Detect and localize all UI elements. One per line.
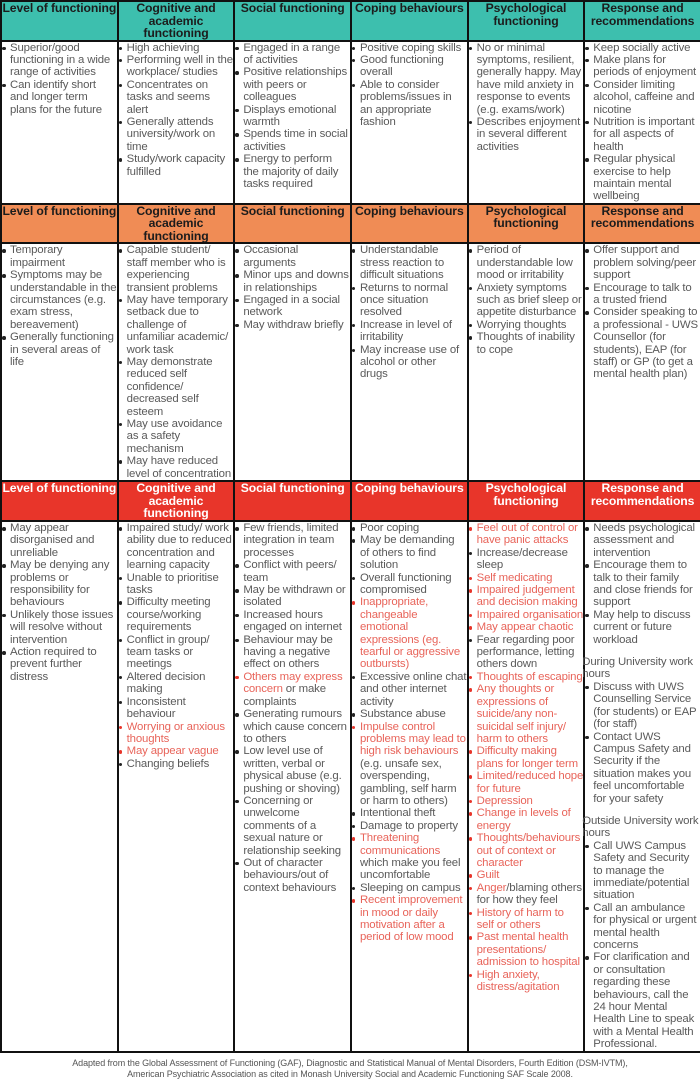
content-row-teal bbox=[1, 41, 700, 204]
list-item: Concentrates on tasks and seems alert bbox=[119, 79, 234, 116]
list-item: Limited/reduced hope for future bbox=[469, 770, 584, 795]
list-item: Describes enjoyment in several different activities bbox=[469, 116, 584, 153]
list-item: Anxiety symptoms such as brief sleep or appetite disturbance bbox=[469, 282, 584, 319]
highlight-text: Anger bbox=[476, 881, 507, 894]
header-response: Response and recommendations bbox=[584, 481, 700, 521]
list-item: Engaged in a social network bbox=[235, 294, 350, 319]
list-item: Concerning or unwelcome comments of a sexual nature or relationship seeking bbox=[235, 795, 350, 857]
list-item: Out of character behaviours/out of context behaviours bbox=[235, 857, 350, 894]
list-item: Any thoughts or expressions of suicide/any non-suicidal self injury/ harm to others bbox=[469, 683, 584, 745]
list-item: Worrying thoughts bbox=[469, 319, 584, 331]
list-item: Call an ambulance for physical or urgent mental health concerns bbox=[585, 902, 700, 952]
list-item: Low level use of written, verbal or physical abuse (e.g. pushing or shoving) bbox=[235, 745, 350, 795]
list-item: Occasional arguments bbox=[235, 244, 350, 269]
plain-text: or make complaints bbox=[243, 683, 326, 708]
list-item: Increased hours engaged on internet bbox=[235, 609, 350, 634]
list-item: Conflict in group/ team tasks or meetings bbox=[119, 634, 234, 671]
cell-red-response bbox=[584, 521, 700, 1052]
list-item: Inappropriate, changeable emotional expressions (eg. tearful or aggressive outbursts) bbox=[352, 596, 467, 670]
list-item: May appear vague bbox=[119, 745, 234, 757]
plain-text: /blaming others for how they feel bbox=[476, 881, 582, 907]
list-item: Call UWS Campus Safety and Security to manage the immediate/potential situation bbox=[585, 840, 700, 902]
list-item: Overall functioning compromised bbox=[352, 572, 467, 597]
list-item: Consider limiting alcohol, caffeine and nicotine bbox=[585, 79, 700, 116]
list-item: Make plans for periods of enjoyment bbox=[585, 54, 700, 79]
header-coping: Coping behaviours bbox=[351, 481, 468, 521]
list-item: Excessive online chat and other internet activity bbox=[352, 671, 467, 708]
list-item: Action required to prevent further distress bbox=[2, 646, 117, 683]
list-item: Good functioning overall bbox=[352, 54, 467, 79]
list-item: Difficulty making plans for longer term bbox=[469, 745, 584, 770]
list-item: Minor ups and downs in relationships bbox=[235, 269, 350, 294]
list-item: Performing well in the workplace/ studies bbox=[119, 54, 234, 79]
list-item: Can identify short and longer term plans for the future bbox=[2, 79, 117, 116]
header-response: Response and recommendations bbox=[584, 204, 700, 244]
header-row-red bbox=[1, 481, 700, 521]
source-footnote bbox=[0, 1058, 700, 1080]
list-item bbox=[235, 671, 350, 708]
list-item: Damage to property bbox=[352, 820, 467, 832]
list-item: Guilt bbox=[469, 869, 584, 881]
cell-red-cognitive bbox=[118, 521, 235, 1052]
header-cognitive: Cognitive and academic functioning bbox=[118, 1, 235, 41]
list-item: Thoughts of escaping bbox=[469, 671, 584, 683]
list-item: Displays emotional warmth bbox=[235, 104, 350, 129]
list-item: Offer support and problem solving/peer support bbox=[585, 244, 700, 281]
list-item: Encourage them to talk to their family and close friends for support bbox=[585, 559, 700, 609]
list-item: Discuss with UWS Counselling Service (for students) or EAP (for staff) bbox=[585, 681, 700, 731]
list-item: Few friends, limited integration in team processes bbox=[235, 522, 350, 559]
list-item bbox=[352, 832, 467, 882]
list-item: Positive relationships with peers or colleagues bbox=[235, 66, 350, 103]
list-item: May help to discuss current or future workload bbox=[585, 609, 700, 646]
cell-orange-level bbox=[1, 243, 118, 481]
list-item: Period of understandable low mood or irritability bbox=[469, 244, 584, 281]
highlight-text: Others may express concern bbox=[243, 670, 343, 696]
header-level: Level of functioning bbox=[1, 1, 118, 41]
list-item: Consider speaking to a professional - UWS Counsellor (for students), EAP (for staff) or GP (to get a mental health plan) bbox=[585, 306, 700, 380]
list-item: Understandable stress reaction to difficult situations bbox=[352, 244, 467, 281]
list-item: Spends time in social activities bbox=[235, 128, 350, 153]
list-item: May appear chaotic bbox=[469, 621, 584, 633]
cell-orange-coping bbox=[351, 243, 468, 481]
header-level: Level of functioning bbox=[1, 481, 118, 521]
list-item: High anxiety, distress/agitation bbox=[469, 969, 584, 994]
outside-hours-label: Outside University work hours bbox=[582, 814, 699, 840]
list-item: Superior/good functioning in a wide range of activities bbox=[2, 42, 117, 79]
cell-red-social bbox=[234, 521, 351, 1052]
list-item: May have temporary setback due to challenge of unfamiliar academic/ work task bbox=[119, 294, 234, 356]
list-item: Past mental health presentations/ admission to hospital bbox=[469, 931, 584, 968]
list-item: Impaired organisation bbox=[469, 609, 584, 621]
cell-teal-psychological bbox=[468, 41, 585, 204]
list-item: Intentional theft bbox=[352, 807, 467, 819]
list-item: Encourage to talk to a trusted friend bbox=[585, 282, 700, 307]
cell-teal-coping bbox=[351, 41, 468, 204]
list-item: Contact UWS Campus Safety and Security if the situation makes you feel uncomfortable for your safety bbox=[585, 731, 700, 805]
list-item: Study/work capacity fulfilled bbox=[119, 153, 234, 178]
list-item: Poor coping bbox=[352, 522, 467, 534]
content-row-orange bbox=[1, 243, 700, 481]
list-item: Fear regarding poor performance, letting others down bbox=[469, 634, 584, 671]
list-item: May withdraw briefly bbox=[235, 319, 350, 331]
list-item: Engaged in a range of activities bbox=[235, 42, 350, 67]
cell-orange-social bbox=[234, 243, 351, 481]
list-item: Capable student/ staff member who is experiencing transient problems bbox=[119, 244, 234, 294]
list-item bbox=[469, 882, 584, 907]
cell-red-level bbox=[1, 521, 118, 1052]
highlight-text: Impulse control problems may lead to high risk behaviours bbox=[359, 720, 466, 758]
header-psychological: Psychological functioning bbox=[468, 1, 585, 41]
header-coping: Coping behaviours bbox=[351, 1, 468, 41]
header-cognitive: Cognitive and academic functioning bbox=[118, 481, 235, 521]
list-item: Sleeping on campus bbox=[352, 882, 467, 894]
highlight-text: Threatening communications bbox=[359, 832, 441, 857]
cell-red-psychological bbox=[468, 521, 585, 1052]
header-response: Response and recommendations bbox=[584, 1, 700, 41]
list-item: Depression bbox=[469, 795, 584, 807]
list-item: Generally functioning in several areas of life bbox=[2, 331, 117, 368]
list-item: Feel out of control or have panic attacks bbox=[469, 522, 584, 547]
list-item: Difficulty meeting course/working requirements bbox=[119, 596, 234, 633]
list-item: Energy to perform the majority of daily tasks required bbox=[235, 153, 350, 190]
list-item: Increase/decrease sleep bbox=[469, 547, 584, 572]
content-row-red bbox=[1, 521, 700, 1052]
list-item: Recent improvement in mood or daily motivation after a period of low mood bbox=[352, 894, 467, 944]
list-item: For clarification and or consultation regarding these behaviours, call the 24 hour Mental Health Line to speak with a Mental Health Professional. bbox=[585, 951, 700, 1050]
header-social: Social functioning bbox=[234, 204, 351, 244]
footnote-line-1: Adapted from the Global Assessment of Functioning (GAF), Diagnostic and Statistical Manual of Mental Disorders, Fourth Edition (DSM-IVTM), bbox=[72, 1057, 628, 1068]
header-row-orange bbox=[1, 204, 700, 244]
header-psychological: Psychological functioning bbox=[468, 481, 585, 521]
header-row-teal bbox=[1, 1, 700, 41]
list-item: May demonstrate reduced self confidence/ decreased self esteem bbox=[119, 356, 234, 418]
header-social: Social functioning bbox=[234, 481, 351, 521]
cell-orange-response bbox=[584, 243, 700, 481]
plain-text: which make you feel uncomfortable bbox=[359, 856, 461, 882]
header-level: Level of functioning bbox=[1, 204, 118, 244]
list-item: May use avoidance as a safety mechanism bbox=[119, 418, 234, 455]
header-social: Social functioning bbox=[234, 1, 351, 41]
list-item: Keep socially active bbox=[585, 42, 700, 54]
list-item: Substance abuse bbox=[352, 708, 467, 720]
list-item bbox=[352, 721, 467, 808]
list-item: Change in levels of energy bbox=[469, 807, 584, 832]
list-item: Temporary impairment bbox=[2, 244, 117, 269]
list-item: Unlikely those issues will resolve without intervention bbox=[2, 609, 117, 646]
cell-orange-cognitive bbox=[118, 243, 235, 481]
header-coping: Coping behaviours bbox=[351, 204, 468, 244]
during-hours-label: During University work hours bbox=[582, 656, 693, 681]
list-item: May be denying any problems or responsibility for behaviours bbox=[2, 559, 117, 609]
list-item: Impaired judgement and decision making bbox=[469, 584, 584, 609]
list-item: Inconsistent behaviour bbox=[119, 696, 234, 721]
footnote-line-2: American Psychiatric Association as cited in Monash University Social and Academic Functioning SAF Scale 2008. bbox=[127, 1068, 573, 1079]
list-item: Unable to prioritise tasks bbox=[119, 572, 234, 597]
list-item: Regular physical exercise to help maintain mental wellbeing bbox=[585, 153, 700, 203]
plain-text: (e.g. unsafe sex, overspending, gambling, self harm or harm to others) bbox=[359, 757, 457, 807]
list-item: Worrying or anxious thoughts bbox=[119, 721, 234, 746]
list-item: Increase in level of irritability bbox=[352, 319, 467, 344]
list-item: Generally attends university/work on time bbox=[119, 116, 234, 153]
header-cognitive: Cognitive and academic functioning bbox=[118, 204, 235, 244]
list-item: May be demanding of others to find solution bbox=[352, 534, 467, 571]
list-item: Changing beliefs bbox=[119, 758, 234, 770]
list-item: Altered decision making bbox=[119, 671, 234, 696]
list-item: Generating rumours which cause concern to others bbox=[235, 708, 350, 745]
list-item: High achieving bbox=[119, 42, 234, 54]
list-item: Positive coping skills bbox=[352, 42, 467, 54]
cell-red-coping bbox=[351, 521, 468, 1052]
list-item: Symptoms may be understandable in the circumstances (e.g. exam stress, bereavement) bbox=[2, 269, 117, 331]
list-item: Nutrition is important for all aspects of health bbox=[585, 116, 700, 153]
list-item: Conflict with peers/ team bbox=[235, 559, 350, 584]
cell-teal-level bbox=[1, 41, 118, 204]
list-item: May have reduced level of concentration bbox=[119, 455, 234, 480]
header-psychological: Psychological functioning bbox=[468, 204, 585, 244]
list-item: No or minimal symptoms, resilient, generally happy. May have mild anxiety in response to events (e.g. exams/work) bbox=[469, 42, 584, 116]
list-item: May increase use of alcohol or other drugs bbox=[352, 344, 467, 381]
list-item: History of harm to self or others bbox=[469, 907, 584, 932]
list-item: Behaviour may be having a negative effect on others bbox=[235, 634, 350, 671]
cell-teal-cognitive bbox=[118, 41, 235, 204]
list-item: Returns to normal once situation resolved bbox=[352, 282, 467, 319]
list-item: May be withdrawn or isolated bbox=[235, 584, 350, 609]
list-item: Able to consider problems/issues in an appropriate fashion bbox=[352, 79, 467, 129]
cell-orange-psychological bbox=[468, 243, 585, 481]
list-item: Self medicating bbox=[469, 572, 584, 584]
list-item: Thoughts/behaviours out of context or character bbox=[469, 832, 584, 869]
list-item: Thoughts of inability to cope bbox=[469, 331, 584, 356]
list-item: Impaired study/ work ability due to reduced concentration and learning capacity bbox=[119, 522, 234, 572]
cell-teal-response bbox=[584, 41, 700, 204]
list-item: Needs psychological assessment and intervention bbox=[585, 522, 700, 559]
list-item: May appear disorganised and unreliable bbox=[2, 522, 117, 559]
cell-teal-social bbox=[234, 41, 351, 204]
